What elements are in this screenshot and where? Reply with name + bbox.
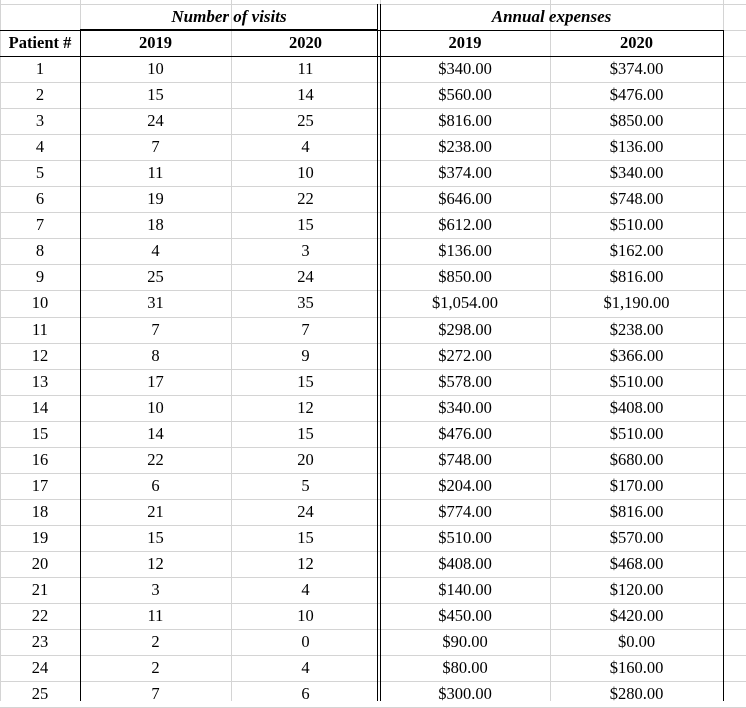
cell-patient[interactable]: 19 (31, 528, 49, 547)
cell-expenses-2019[interactable]: $1,054.00 (432, 293, 498, 312)
cell-expenses-2020[interactable]: $280.00 (609, 684, 664, 703)
cell-patient[interactable]: 6 (35, 189, 45, 208)
cell-visits-2020[interactable]: 7 (301, 320, 310, 339)
cell-visits-2019[interactable]: 3 (151, 580, 160, 599)
cell-expenses-2019[interactable]: $774.00 (438, 502, 492, 521)
cell-expenses-2020[interactable]: $0.00 (617, 632, 656, 651)
cell-visits-2020[interactable]: 4 (301, 580, 310, 599)
cell-patient[interactable]: 20 (31, 554, 49, 573)
cell-expenses-2020[interactable]: $162.00 (609, 241, 664, 260)
cell-visits-2019[interactable]: 7 (151, 684, 160, 703)
cell-expenses-2020[interactable]: $510.00 (609, 424, 664, 443)
cell-patient[interactable]: 25 (31, 684, 49, 703)
cell-visits-2020[interactable]: 35 (297, 293, 314, 312)
cell-visits-2019[interactable]: 22 (147, 450, 164, 469)
cell-visits-2020[interactable]: 15 (297, 528, 314, 547)
cell-expenses-2019[interactable]: $90.00 (442, 632, 488, 651)
cell-visits-2020[interactable]: 15 (297, 215, 314, 234)
cell-visits-2019[interactable]: 4 (151, 241, 160, 260)
cell-expenses-2020[interactable]: $408.00 (609, 398, 664, 417)
cell-expenses-2019[interactable]: $272.00 (438, 346, 492, 365)
cell-expenses-2020[interactable]: $238.00 (609, 320, 664, 339)
cell-expenses-2019[interactable]: $816.00 (438, 111, 492, 130)
cell-expenses-2019[interactable]: $340.00 (438, 398, 492, 417)
cell-expenses-2020[interactable]: $468.00 (609, 554, 664, 573)
cell-visits-2019[interactable]: 15 (147, 85, 164, 104)
group-header-visits[interactable]: Number of visits (171, 7, 287, 26)
cell-expenses-2019[interactable]: $476.00 (438, 424, 492, 443)
cell-expenses-2020[interactable]: $1,190.00 (603, 293, 670, 312)
cell-expenses-2020[interactable]: $680.00 (609, 450, 664, 469)
cell-expenses-2019[interactable]: $136.00 (438, 241, 492, 260)
cell-visits-2019[interactable]: 10 (147, 59, 164, 78)
cell-expenses-2020[interactable]: $816.00 (609, 267, 664, 286)
column-header-visits-2019[interactable]: 2019 (139, 33, 172, 52)
cell-expenses-2019[interactable]: $748.00 (438, 450, 492, 469)
cell-expenses-2020[interactable]: $476.00 (609, 85, 664, 104)
cell-visits-2019[interactable]: 7 (151, 320, 160, 339)
cell-expenses-2019[interactable]: $450.00 (438, 606, 492, 625)
cell-expenses-2020[interactable]: $420.00 (609, 606, 664, 625)
cell-expenses-2019[interactable]: $578.00 (438, 372, 492, 391)
cell-visits-2020[interactable]: 12 (297, 398, 314, 417)
cell-patient[interactable]: 1 (35, 59, 45, 78)
cell-visits-2019[interactable]: 7 (151, 137, 160, 156)
cell-visits-2019[interactable]: 2 (151, 632, 160, 651)
cell-visits-2020[interactable]: 10 (297, 606, 314, 625)
cell-visits-2020[interactable]: 10 (297, 163, 314, 182)
cell-expenses-2020[interactable]: $816.00 (609, 502, 664, 521)
cell-expenses-2020[interactable]: $374.00 (609, 59, 664, 78)
cell-visits-2019[interactable]: 19 (147, 189, 164, 208)
cell-expenses-2020[interactable]: $170.00 (609, 476, 664, 495)
cell-expenses-2020[interactable]: $570.00 (609, 528, 664, 547)
cell-expenses-2019[interactable]: $510.00 (438, 528, 492, 547)
cell-patient[interactable]: 12 (31, 346, 49, 365)
cell-patient[interactable]: 7 (35, 215, 45, 234)
cell-visits-2019[interactable]: 14 (147, 424, 164, 443)
cell-visits-2020[interactable]: 14 (297, 85, 314, 104)
cell-visits-2019[interactable]: 6 (151, 476, 160, 495)
column-header-visits-2020[interactable]: 2020 (289, 33, 322, 52)
cell-visits-2019[interactable]: 11 (147, 163, 164, 182)
cell-expenses-2019[interactable]: $140.00 (438, 580, 492, 599)
cell-patient[interactable]: 2 (35, 85, 45, 104)
cell-expenses-2020[interactable]: $748.00 (609, 189, 664, 208)
cell-patient[interactable]: 21 (31, 580, 49, 599)
cell-patient[interactable]: 14 (31, 398, 49, 417)
column-header-expenses-2020[interactable]: 2020 (620, 33, 653, 52)
cell-visits-2020[interactable]: 3 (301, 241, 310, 260)
cell-visits-2020[interactable]: 22 (297, 189, 314, 208)
cell-patient[interactable]: 17 (31, 476, 49, 495)
cell-expenses-2020[interactable]: $340.00 (609, 163, 664, 182)
cell-visits-2019[interactable]: 17 (147, 372, 164, 391)
cell-visits-2019[interactable]: 12 (147, 554, 164, 573)
cell-visits-2019[interactable]: 8 (151, 346, 160, 365)
cell-patient[interactable]: 23 (31, 632, 49, 651)
cell-expenses-2020[interactable]: $850.00 (609, 111, 664, 130)
cell-visits-2020[interactable]: 0 (301, 632, 310, 651)
cell-patient[interactable]: 13 (31, 372, 49, 391)
cell-visits-2019[interactable]: 21 (147, 502, 164, 521)
cell-visits-2020[interactable]: 4 (301, 658, 310, 677)
cell-visits-2020[interactable]: 6 (301, 684, 310, 703)
cell-visits-2019[interactable]: 24 (147, 111, 164, 130)
cell-expenses-2019[interactable]: $612.00 (438, 215, 492, 234)
cell-patient[interactable]: 9 (35, 267, 45, 286)
cell-visits-2020[interactable]: 24 (297, 267, 314, 286)
cell-expenses-2019[interactable]: $850.00 (438, 267, 492, 286)
cell-visits-2020[interactable]: 15 (297, 372, 314, 391)
cell-expenses-2019[interactable]: $408.00 (438, 554, 492, 573)
cell-expenses-2020[interactable]: $160.00 (609, 658, 664, 677)
cell-expenses-2019[interactable]: $238.00 (438, 137, 492, 156)
cell-visits-2019[interactable]: 25 (147, 267, 164, 286)
cell-patient[interactable]: 18 (31, 502, 49, 521)
cell-visits-2020[interactable]: 4 (301, 137, 310, 156)
cell-expenses-2020[interactable]: $136.00 (609, 137, 664, 156)
cell-visits-2020[interactable]: 12 (297, 554, 314, 573)
cell-expenses-2019[interactable]: $374.00 (438, 163, 492, 182)
cell-visits-2019[interactable]: 10 (147, 398, 164, 417)
cell-visits-2019[interactable]: 2 (151, 658, 160, 677)
cell-expenses-2020[interactable]: $120.00 (609, 580, 664, 599)
cell-patient[interactable]: 10 (31, 293, 49, 312)
cell-expenses-2019[interactable]: $646.00 (438, 189, 492, 208)
cell-patient[interactable]: 22 (31, 606, 49, 625)
cell-visits-2019[interactable]: 31 (147, 293, 164, 312)
cell-visits-2020[interactable]: 20 (297, 450, 314, 469)
cell-patient[interactable]: 4 (35, 137, 45, 156)
cell-expenses-2019[interactable]: $204.00 (438, 476, 492, 495)
cell-patient[interactable]: 16 (31, 450, 49, 469)
cell-patient[interactable]: 24 (31, 658, 49, 677)
cell-visits-2020[interactable]: 9 (301, 346, 310, 365)
cell-patient[interactable]: 8 (35, 241, 45, 260)
cell-visits-2020[interactable]: 11 (297, 59, 314, 78)
border-right (723, 30, 724, 701)
cell-visits-2020[interactable]: 15 (297, 424, 314, 443)
cell-patient[interactable]: 11 (32, 320, 48, 339)
cell-visits-2020[interactable]: 5 (301, 476, 310, 495)
cell-expenses-2019[interactable]: $340.00 (438, 59, 492, 78)
cell-visits-2019[interactable]: 15 (147, 528, 164, 547)
cell-patient[interactable]: 15 (31, 424, 49, 443)
cell-expenses-2019[interactable]: $300.00 (438, 684, 492, 703)
cell-visits-2020[interactable]: 25 (297, 111, 314, 130)
cell-visits-2019[interactable]: 11 (147, 606, 164, 625)
cell-patient[interactable]: 3 (35, 111, 45, 130)
cell-expenses-2020[interactable]: $510.00 (609, 372, 664, 391)
group-header-expenses[interactable]: Annual expenses (491, 7, 612, 26)
cell-expenses-2020[interactable]: $366.00 (609, 346, 664, 365)
cell-expenses-2019[interactable]: $80.00 (442, 658, 488, 677)
column-header-patient[interactable]: Patient # (8, 33, 72, 52)
cell-expenses-2019[interactable]: $560.00 (438, 85, 492, 104)
cell-expenses-2019[interactable]: $298.00 (438, 320, 492, 339)
cell-visits-2019[interactable]: 18 (147, 215, 164, 234)
column-header-expenses-2019[interactable]: 2019 (448, 33, 482, 52)
cell-expenses-2020[interactable]: $510.00 (609, 215, 664, 234)
cell-patient[interactable]: 5 (35, 163, 45, 182)
cell-visits-2020[interactable]: 24 (297, 502, 314, 521)
